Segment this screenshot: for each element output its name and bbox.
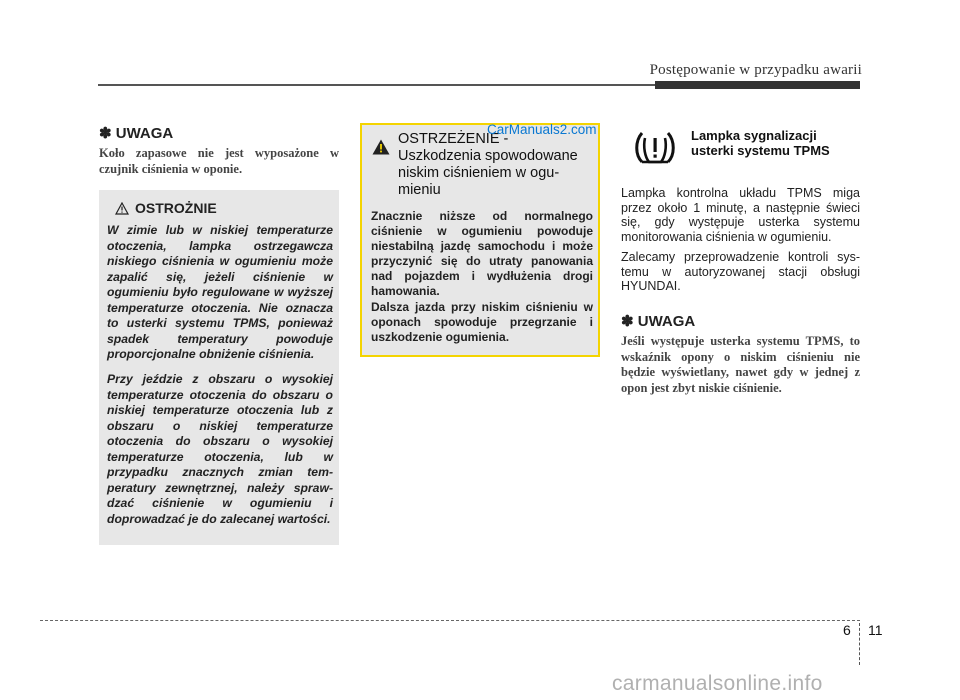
warning-box <box>360 123 600 357</box>
caution-title: OSTROŻNIE <box>135 200 217 216</box>
watermark-bottom[interactable]: carmanualsonline.info <box>612 672 823 695</box>
caution-paragraph-2: Przy jeździe z obszaru o wysokiej temperaturze otoczenia do obszaru o niskiej temperaturze otoczenia lub z obszaru o niskiej temperaturze otoczenia do obszaru o wysokiej temperaturze otoczenia, lub w przypadku znacznych zmian temperatury zewnętrznej, należy sprawdzać ciśnienie w ogumieniu i doprowadzać je do zalecanej wartości. <box>107 372 333 526</box>
right-note-title: ✽ UWAGA <box>621 313 696 330</box>
warning-paragraph-2: Dalsza jazda przy niskim ciśnieniu w oponach spowoduje przegrzanie i uszkodzenie ogumienia. <box>371 300 593 344</box>
left-note-title: ✽ UWAGA <box>99 125 174 142</box>
left-note-body: Koło zapasowe nie jest wyposażone w czujnik ciśnienia w oponie. <box>99 146 339 176</box>
warning-triangle-icon <box>115 202 129 218</box>
tpms-warning-icon <box>633 129 677 167</box>
warning-filled-triangle-icon <box>372 139 390 160</box>
tpms-paragraph-1: Lampka kontrolna układu TPMS miga przez około 1 minutę, a następnie świeci się, gdy występuje usterka systemu monitorowania ciśnienia w ogumieniu. <box>621 186 860 244</box>
warning-title: OSTRZEŻENIE - Uszkodzenia spowodowane niskim ciśnieniem w ogumieniu <box>398 131 578 198</box>
right-note-body: Jeśli występuje usterka systemu TPMS, to wskaźnik opony o niskim ciśnieniu nie będzie wyświetlany, nawet gdy w jednej z opon jest zbyt niskie ciśnienie. <box>621 334 860 395</box>
page-header-title: Postępowanie w przypadku awarii <box>649 62 862 78</box>
footer-rule <box>40 620 860 621</box>
tpms-title: Lampka sygnalizacji usterki systemu TPMS <box>691 128 830 158</box>
watermark-top[interactable]: CarManuals2.com <box>487 122 597 137</box>
page-number: 11 <box>868 622 883 638</box>
warning-header <box>372 131 594 199</box>
warning-paragraph-1: Znacznie niższe od normalnego ciśnienie w ogumieniu powoduje niestabilną jazdę samochodu i może przyczynić się do utraty panowania nad pojazdem i wydłużenia drogi hamowania. <box>371 209 593 298</box>
tpms-paragraph-2: Zalecamy przeprowadzenie kontroli systemu w autoryzowanej stacji obsługi HYUNDAI. <box>621 250 860 293</box>
caution-box <box>99 190 339 545</box>
header-rule-accent <box>655 81 860 89</box>
caution-paragraph-1: W zimie lub w niskiej temperaturze otoczenia, lampka ostrzegawcza niskiego ciśnienia w ogumieniu może zapalić się, jeżeli ciśnienie w ogumieniu było regulowane w wyższej temperaturze otoczenia. Nie oznacza to usterki systemu TPMS, ponieważ spadek temperatury powoduje proporcjonalne obniżenie ciśnienia. <box>107 223 333 361</box>
caution-header <box>115 200 217 218</box>
section-number: 6 <box>843 622 851 638</box>
footer-divider <box>859 623 860 665</box>
